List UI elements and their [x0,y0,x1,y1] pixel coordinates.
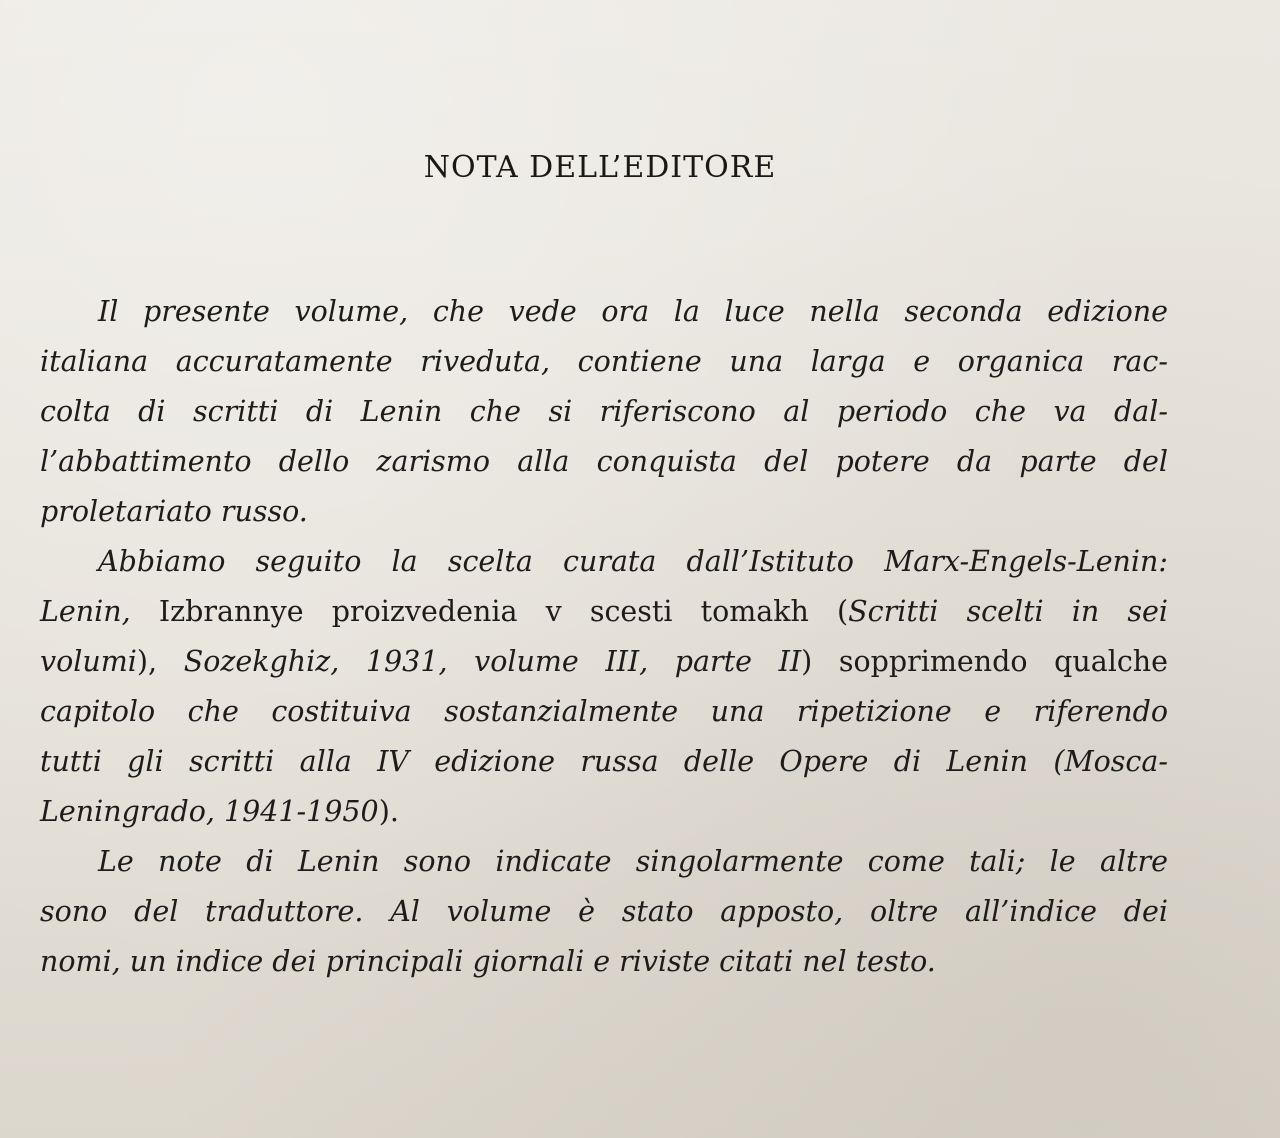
text-segment: Lenin, [40,595,131,628]
text-segment: Leningrado, 1941-1950 [40,795,379,828]
paragraph-3-line-3: nomi, un indice dei principali giornali e riviste citati nel testo. [40,945,936,978]
text-segment: Sozekghiz, 1931, volume III, parte II [183,645,802,678]
paragraph-2-line-5 [40,737,1168,787]
text-segment-roman: ) sopprimendo qualche [801,645,1168,678]
paragraph-1-line-4: l’abbattimento dello zarismo alla conquista del potere da parte del [40,445,1168,478]
paragraph-1-line-2: italiana accuratamente riveduta, contiene una larga e organica rac- [40,345,1168,378]
paragraph-1-line-5: proletariato russo. [40,495,308,528]
page-title: NOTA DELL’EDITORE [423,150,777,185]
paragraph-3-line-2: sono del traduttore. Al volume è stato apposto, oltre all’indice dei [40,895,1168,928]
text-segment-roman: ), [136,645,158,678]
text-segment-roman: ). [378,795,399,828]
paragraph-1-line-3: colta di scritti di Lenin che si riferiscono al periodo che va dal- [40,395,1168,428]
paragraph-1-line-1: Il presente volume, che vede ora la luce nella seconda edizione [98,295,1168,328]
text-segment: (Mosca- [1053,745,1168,778]
paragraph-2-line-4: capitolo che costituiva sostanzialmente una ripetizione e riferendo [40,695,1168,728]
paragraph-3-line-1: Le note di Lenin sono indicate singolarmente come tali; le altre [98,845,1168,878]
paragraph-2-line-2 [40,587,1168,637]
text-segment-roman: Izbrannye proizvedenia v scesti tomakh ( [158,595,849,628]
paragraph-2-line-1: Abbiamo seguito la scelta curata dall’Istituto Marx-Engels-Lenin: [98,545,1168,578]
paragraph-2-line-6 [40,787,1168,837]
text-segment: tutti gli scritti alla IV edizione russa delle Opere di Lenin [40,745,1028,778]
paragraph-2-line-3 [40,637,1168,687]
text-segment: Scritti scelti in sei [848,595,1169,628]
editor-note-body [40,287,1168,987]
text-segment: volumi [40,645,137,678]
